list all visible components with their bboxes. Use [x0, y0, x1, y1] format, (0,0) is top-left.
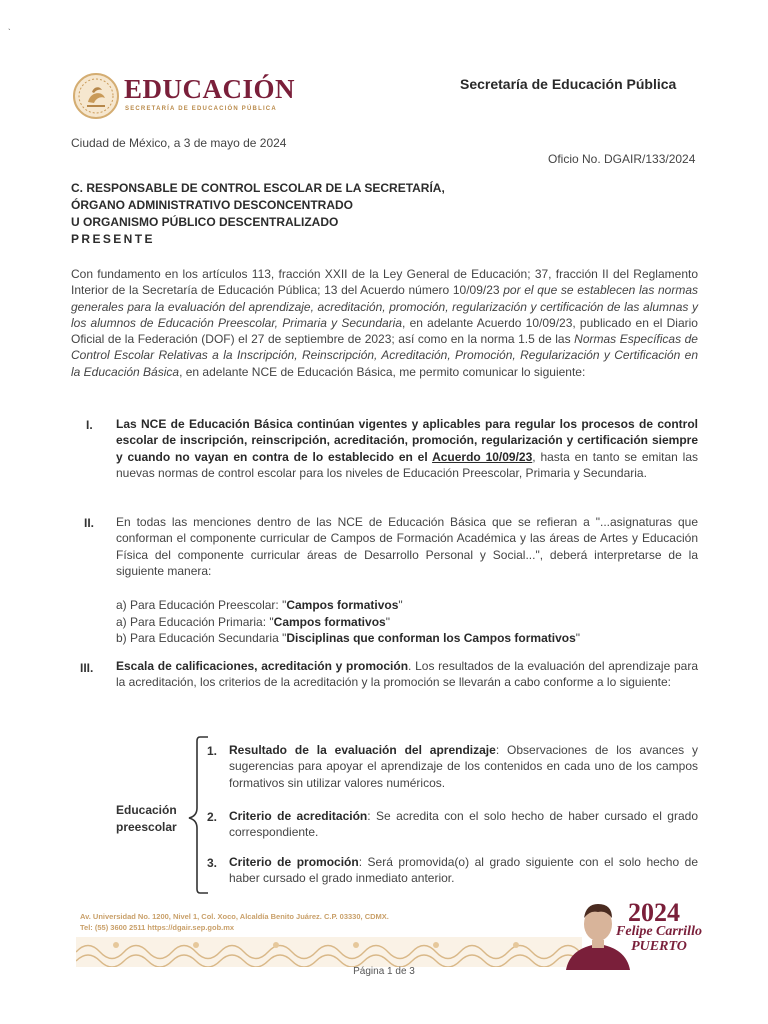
oficio-number: Oficio No. DGAIR/133/2024: [548, 152, 696, 166]
intro-paragraph: [71, 266, 698, 380]
date-line: Ciudad de México, a 3 de mayo de 2024: [71, 136, 287, 150]
scan-mark: `: [8, 28, 11, 37]
page-number: Página 1 de 3: [353, 966, 415, 977]
item-text: En todas las menciones dentro de las NCE de Educación Básica que se refieran a "...asignaturas que conforman el componente curricular de Campos de Formación Académica y las áreas de Artes y Educación Física del componente curricular áreas de Desarrollo Personal y Social...", deberá interpretarse de la siguiente manera:: [116, 515, 698, 578]
criteria-number: 2.: [207, 810, 218, 824]
intro-text: Con fundamento en los artículos 113, fracción XXII de la Ley General de Educación; 37, fracción II del Reglamento Interior de la Secretaría de Educación Pública; 13 del Acuerdo número 10/09/23: [71, 267, 698, 298]
criteria-item: Criterio de promoción: Será promovida(o) al grado siguiente con el solo hecho de haber cursado el grado inmediato anterior.: [229, 855, 698, 886]
criteria-item: Resultado de la evaluación del aprendizaje: Observaciones de los avances y sugerencias para apoyar el aprendizaje de los contenidos en cada uno de los campos formativos sin utilizar valores numéricos.: [229, 743, 698, 790]
criteria-number: 3.: [207, 856, 218, 870]
item-number: I.: [86, 418, 93, 432]
item-text: . Los resultados de la evaluación del aprendizaje para la acreditación, los criterios de la acreditación y la promoción se llevarán a cabo conforme a lo siguiente:: [116, 659, 698, 690]
criteria-number: 1.: [207, 744, 218, 758]
option-item: a) Para Educación Preescolar: "Campos formativos": [116, 598, 403, 612]
item-text: , hasta en tanto se emitan las nuevas normas de control escolar para los niveles de Educación Preescolar, Primaria y Secundaria.: [116, 449, 699, 480]
year-title: 2024: [628, 898, 680, 927]
addressee-line: C. RESPONSABLE DE CONTROL ESCOLAR DE LA SECRETARÍA,: [71, 181, 445, 195]
intro-text: , en adelante Acuerdo 10/09/23, publicado en el Diario Oficial de la Federación (DOF) el 27 de septiembre de 2023; así como en la norma 1.5 de las: [71, 315, 698, 347]
intro-text: , en adelante NCE de Educación Básica, me permito comunicar lo siguiente:: [179, 364, 586, 379]
item-one: [116, 416, 698, 481]
preescolar-label: Educación preescolar: [116, 803, 177, 834]
footer-address: Av. Universidad No. 1200, Nivel 1, Col. Xoco, Alcaldía Benito Juárez. C.P. 03330, CDMX. Tel: (55) 3600 2511 https://dgair.sep.gob.mx: [80, 912, 389, 932]
presente-line: PRESENTE: [71, 232, 155, 246]
item-number: II.: [84, 516, 95, 530]
item-bold-underline: Acuerdo 10/09/23: [432, 449, 533, 464]
option-list: [116, 597, 580, 647]
eagle-seal-icon: [72, 72, 120, 120]
brand-title: EDUCACIÓN: [124, 74, 296, 104]
item-bold: Las NCE de Educación Básica continúan vigentes y aplicables para regular los procesos de control escolar de inscripción, reinscripción, acreditación, promoción, regularización y certificación siempre y cuando no vayan en contra de lo establecido en el: [116, 417, 698, 464]
agency-name: Secretaría de Educación Pública: [460, 76, 677, 92]
option-item: a) Para Educación Primaria: "Campos formativos": [116, 614, 390, 629]
addressee-line: ÓRGANO ADMINISTRATIVO DESCONCENTRADO: [71, 198, 353, 212]
footer-contact: Tel: (55) 3600 2511 https://dgair.sep.gob.mx: [80, 923, 235, 932]
brand-subtitle: SECRETARÍA DE EDUCACIÓN PÚBLICA: [125, 106, 277, 112]
item-bold: Escala de calificaciones, acreditación y promoción: [116, 659, 409, 673]
commemoration-name: Felipe Carrillo PUERTO: [616, 924, 702, 954]
item-two: [116, 514, 698, 579]
addressee-line: U ORGANISMO PÚBLICO DESCENTRALIZADO: [71, 215, 339, 229]
criteria-item: Criterio de acreditación: Se acredita con el solo hecho de haber cursado el grado correspondiente.: [229, 809, 698, 840]
intro-italic: por el que se establecen las normas generales para la evaluación del aprendizaje, acreditación, promoción, regularización y certificación de las alumnas y los alumnos de Educación Preescolar, Primaria y Secundaria: [71, 283, 698, 330]
option-item: b) Para Educación Secundaria "Disciplinas que conforman los Campos formativos": [116, 631, 581, 645]
item-three: [116, 658, 698, 691]
addressee-block: [71, 180, 445, 248]
decorative-pattern-icon: [76, 937, 582, 967]
intro-italic: Normas Específicas de Control Escolar Relativas a la Inscripción, Reinscripción, Acreditación, Promoción, Regularización y Certificación en la Educación Básica: [71, 332, 698, 379]
item-number: III.: [80, 661, 94, 675]
